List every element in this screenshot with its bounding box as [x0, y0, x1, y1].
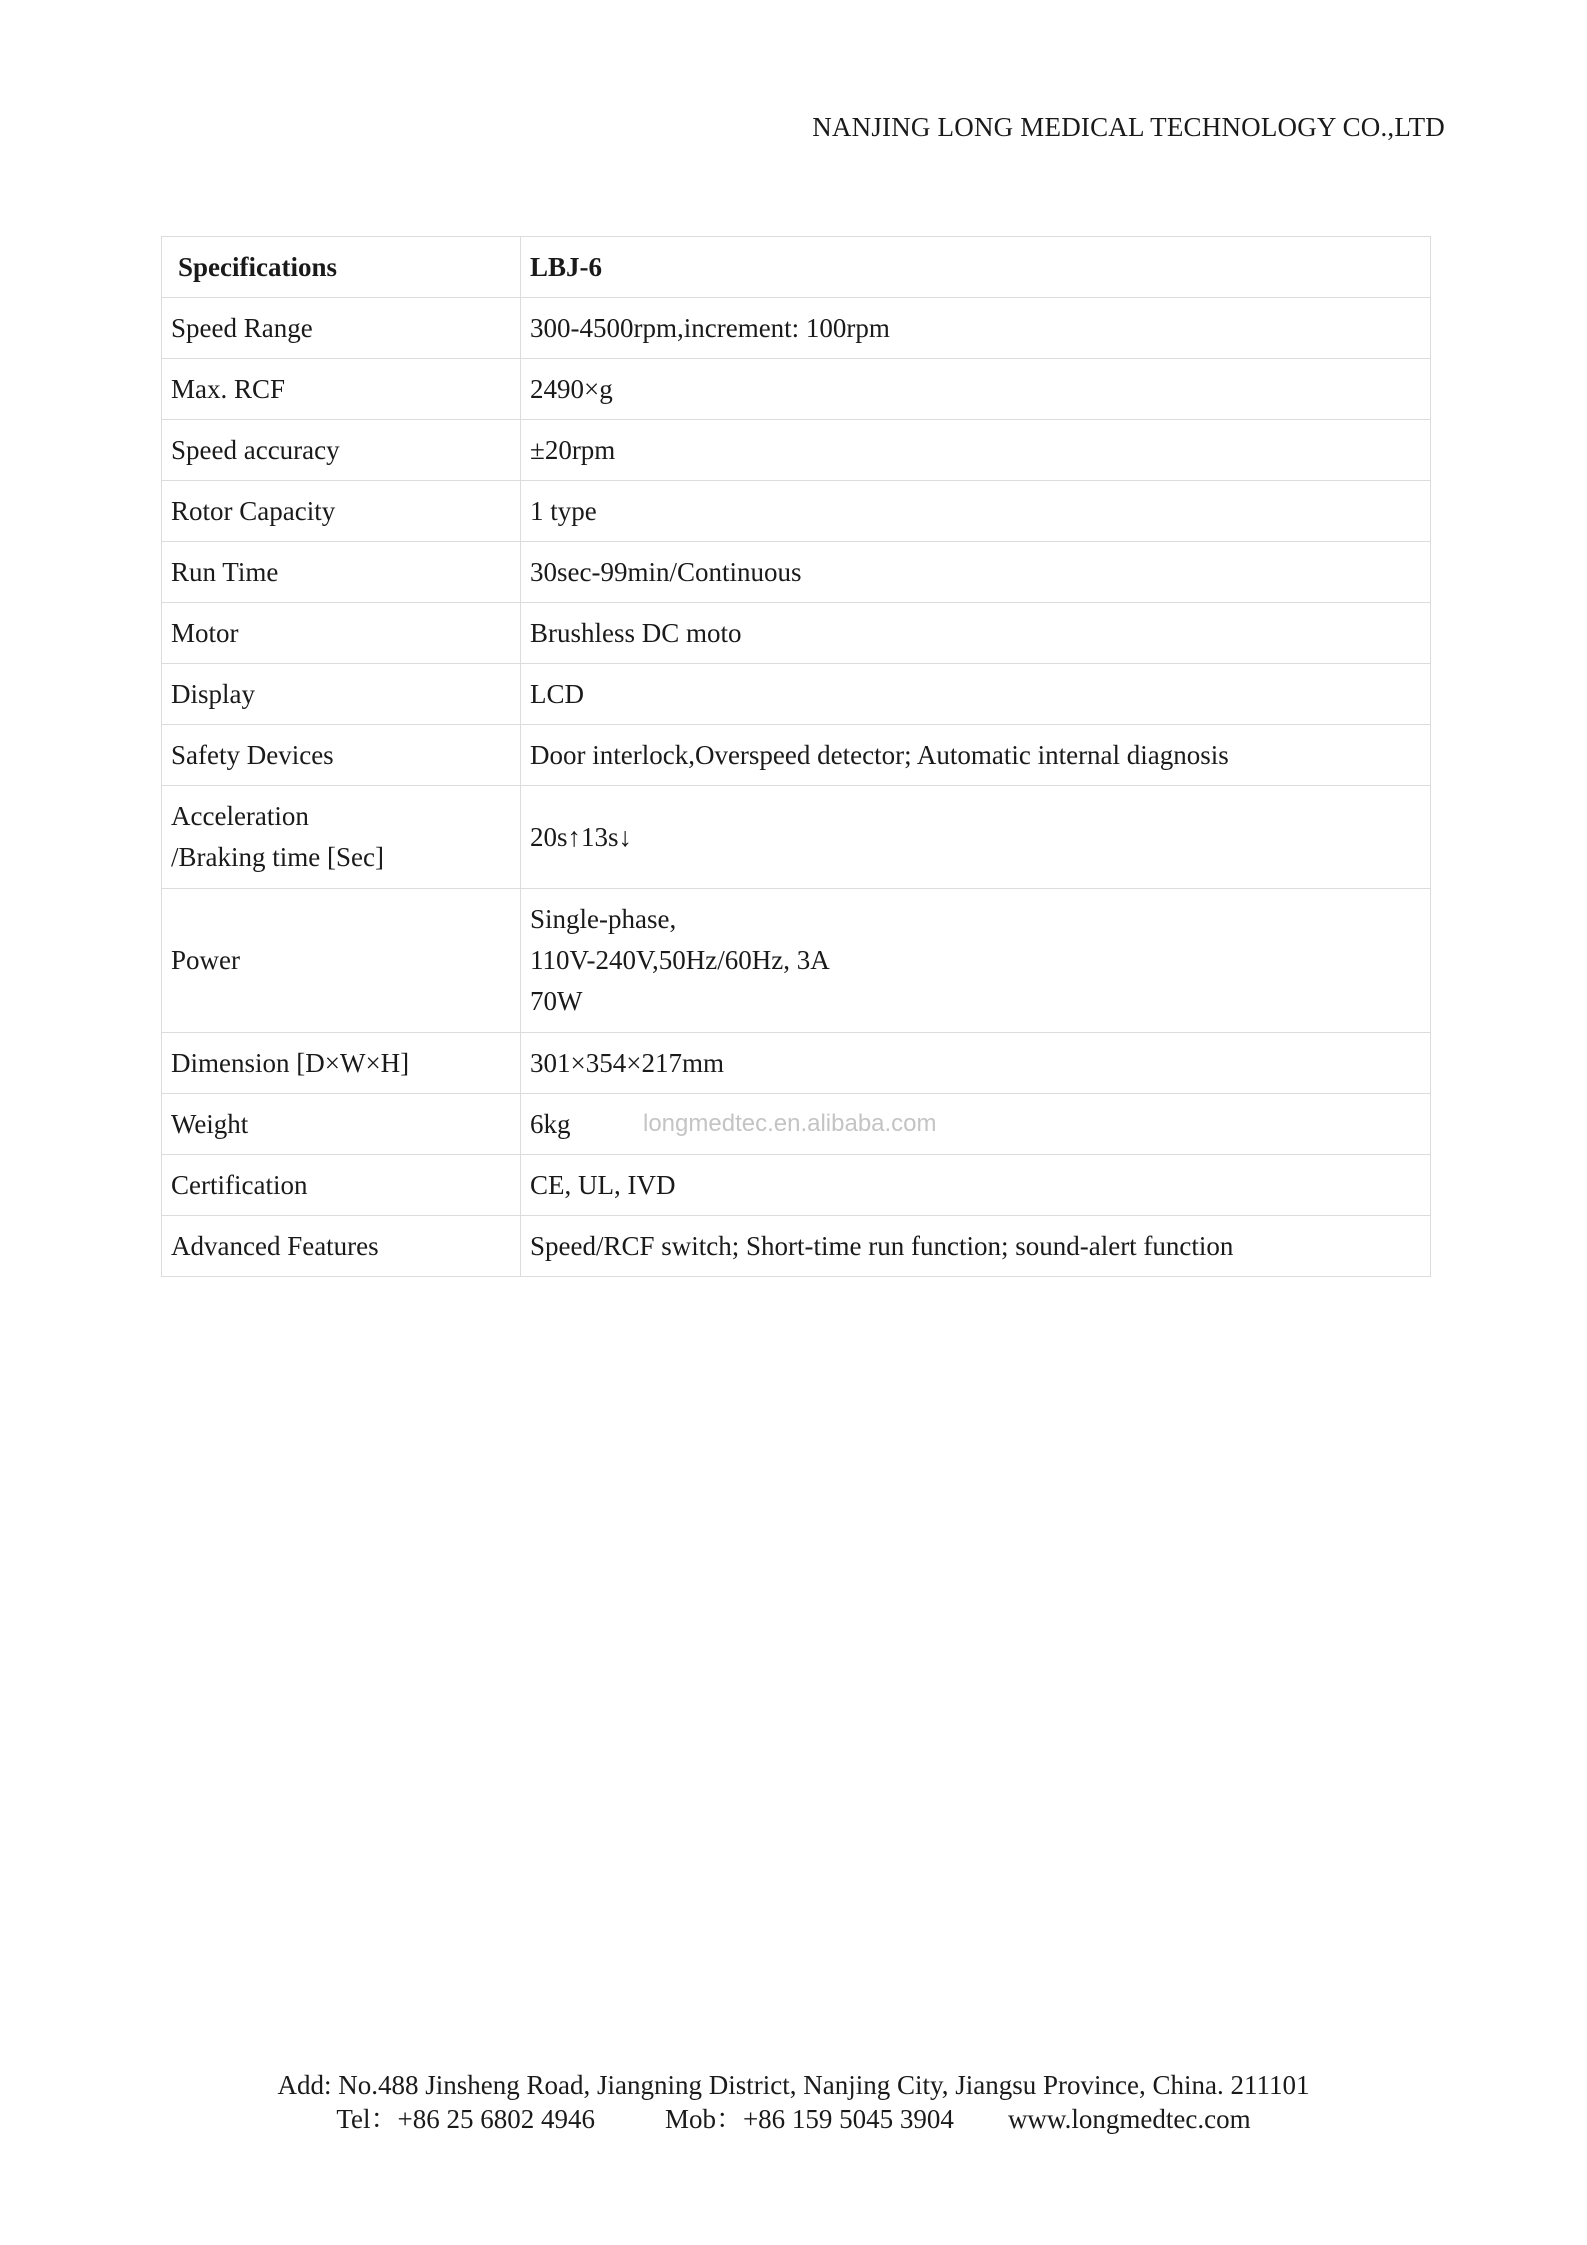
spec-value: 301×354×217mm	[521, 1033, 1431, 1094]
spec-value: Speed/RCF switch; Short-time run function; sound-alert function	[521, 1216, 1431, 1277]
table-row	[162, 420, 1431, 481]
spec-key: Dimension [D×W×H]	[162, 1033, 521, 1094]
table-row	[162, 542, 1431, 603]
table-row	[162, 889, 1431, 1033]
spec-value: 300-4500rpm,increment: 100rpm	[521, 298, 1431, 359]
table-row	[162, 664, 1431, 725]
spec-key: Safety Devices	[162, 725, 521, 786]
header-cell-specifications: Specifications	[162, 237, 521, 298]
spec-value: Door interlock,Overspeed detector; Automatic internal diagnosis	[521, 725, 1431, 786]
spec-key: Speed accuracy	[162, 420, 521, 481]
footer-tel: Tel：+86 25 6802 4946	[336, 2104, 595, 2134]
spec-key: Display	[162, 664, 521, 725]
spec-value: LCD	[521, 664, 1431, 725]
table-row	[162, 1216, 1431, 1277]
footer	[0, 2068, 1587, 2136]
spec-value: ±20rpm	[521, 420, 1431, 481]
footer-website[interactable]: www.longmedtec.com	[1007, 2104, 1251, 2134]
spec-key: Certification	[162, 1155, 521, 1216]
header-cell-model: LBJ-6	[521, 237, 1431, 298]
company-name-header: NANJING LONG MEDICAL TECHNOLOGY CO.,LTD	[812, 112, 1445, 142]
spec-value: CE, UL, IVD	[521, 1155, 1431, 1216]
spec-value-line: 110V-240V,50Hz/60Hz, 3A	[530, 945, 830, 975]
table-header-row	[162, 237, 1431, 298]
spec-key: Max. RCF	[162, 359, 521, 420]
footer-contact-line	[0, 2102, 1587, 2136]
spec-key-line: Acceleration	[171, 801, 309, 831]
watermark: longmedtec.en.alibaba.com	[643, 1110, 937, 1137]
spec-value: 30sec-99min/Continuous	[521, 542, 1431, 603]
spec-value: 20s↑13s↓	[521, 786, 1431, 889]
spec-key-line: /Braking time [Sec]	[171, 842, 384, 872]
spec-key: Weight	[162, 1094, 521, 1155]
table-row	[162, 1033, 1431, 1094]
footer-mob: Mob：+86 159 5045 3904	[664, 2104, 954, 2134]
spec-key	[162, 786, 521, 889]
spec-value: 6kg	[521, 1094, 1431, 1155]
spec-value-line: Single-phase,	[530, 904, 677, 934]
spec-value	[521, 889, 1431, 1033]
spec-value: 1 type	[521, 481, 1431, 542]
table-row	[162, 786, 1431, 889]
table-row	[162, 481, 1431, 542]
spec-key: Advanced Features	[162, 1216, 521, 1277]
table-row	[162, 359, 1431, 420]
footer-address: Add: No.488 Jinsheng Road, Jiangning District, Nanjing City, Jiangsu Province, China. 211101	[277, 2070, 1310, 2100]
spec-key: Run Time	[162, 542, 521, 603]
spec-value-line: 70W	[530, 986, 583, 1016]
table-row	[162, 725, 1431, 786]
spec-value: 2490×g	[521, 359, 1431, 420]
spec-key: Rotor Capacity	[162, 481, 521, 542]
table-row	[162, 298, 1431, 359]
spec-key: Speed Range	[162, 298, 521, 359]
table-row	[162, 1155, 1431, 1216]
spec-key: Power	[162, 889, 521, 1033]
spec-key: Motor	[162, 603, 521, 664]
table-row	[162, 603, 1431, 664]
spec-value: Brushless DC moto	[521, 603, 1431, 664]
